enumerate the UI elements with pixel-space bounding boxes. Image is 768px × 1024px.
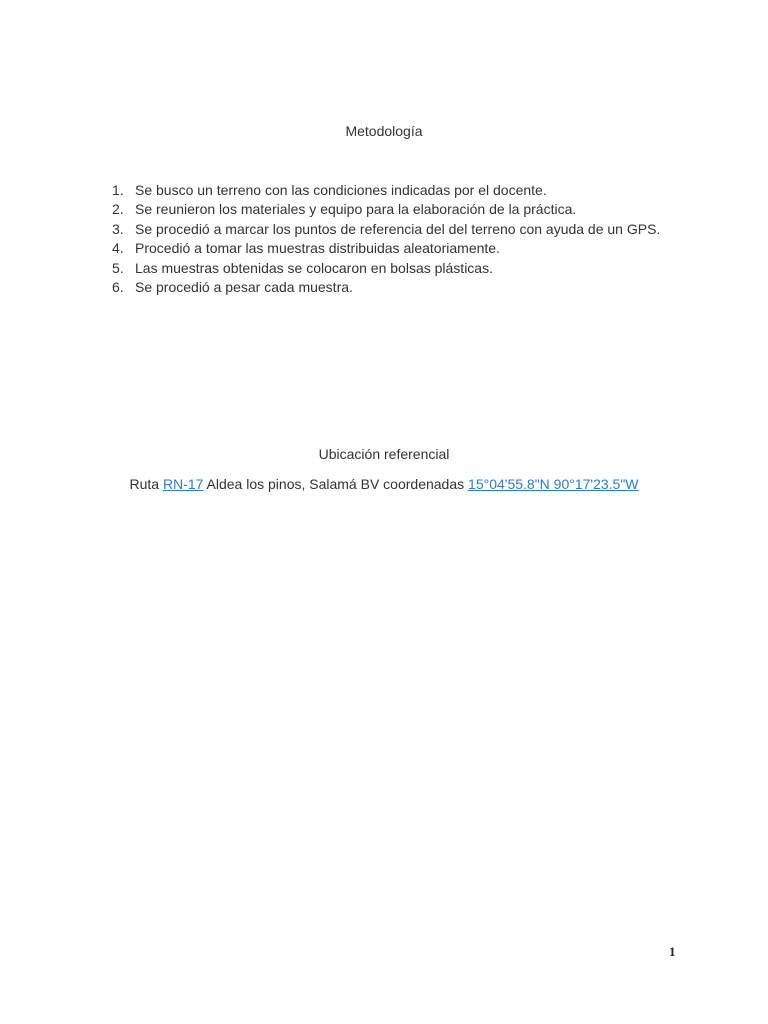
list-item <box>110 200 670 219</box>
list-item <box>110 259 670 278</box>
page-number: 1 <box>669 944 676 959</box>
location-heading: Ubicación referencial <box>318 446 450 462</box>
list-item-number: 5. <box>112 259 124 276</box>
location-prefix: Ruta <box>129 476 163 492</box>
list-item-text: Se procedió a pesar cada muestra. <box>135 279 353 296</box>
list-item <box>110 220 670 239</box>
list-item <box>110 278 670 297</box>
list-item-text: Procedió a tomar las muestras distribuidas aleatoriamente. <box>135 240 500 257</box>
location-middle-text: Aldea los pinos, Salamá BV coordenadas <box>203 476 469 492</box>
list-item-number: 4. <box>112 240 124 257</box>
route-link[interactable]: RN-17 <box>162 476 204 492</box>
methodology-steps-list <box>110 181 670 297</box>
methodology-heading: Metodología <box>345 123 423 139</box>
location-line <box>0 475 768 493</box>
list-item-text: Se reunieron los materiales y equipo para la elaboración de la práctica. <box>135 201 577 218</box>
list-item-number: 3. <box>112 220 124 237</box>
list-item-number: 2. <box>112 201 124 218</box>
list-item-text: Las muestras obtenidas se colocaron en bolsas plásticas. <box>135 259 493 276</box>
coordinates-link[interactable]: 15°04'55.8"N 90°17'23.5"W <box>468 476 639 492</box>
list-item <box>110 239 670 258</box>
list-item-text: Se procedió a marcar los puntos de referencia del del terreno con ayuda de un GPS. <box>135 220 661 237</box>
list-item <box>110 181 670 200</box>
list-item-number: 1. <box>112 182 124 198</box>
list-item-number: 6. <box>112 279 124 296</box>
list-item-text: Se busco un terreno con las condiciones indicadas por el docente. <box>135 182 547 198</box>
